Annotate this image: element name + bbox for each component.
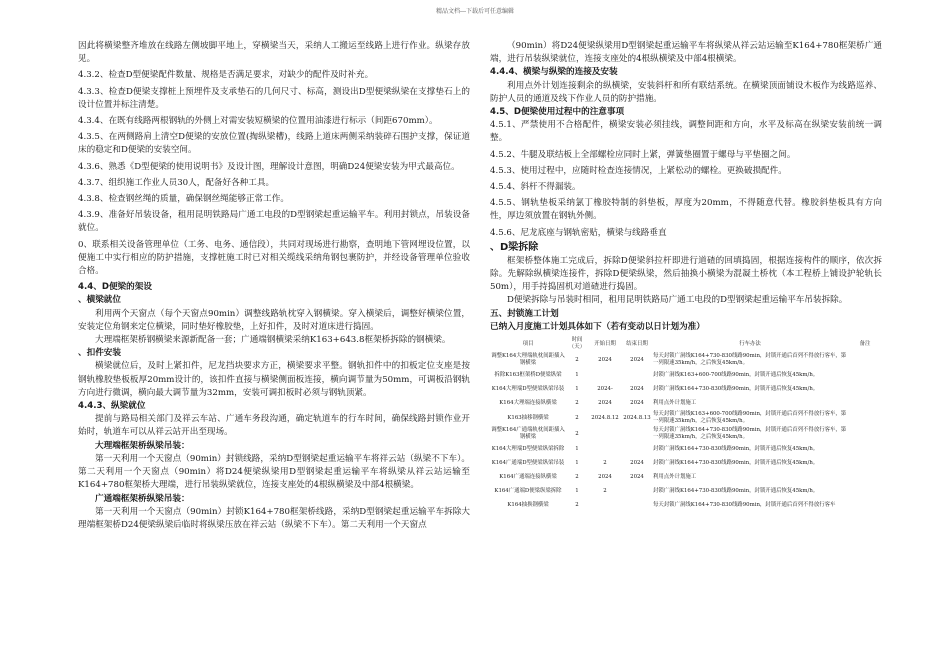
section-heading: 4.4.3、纵梁就位 <box>78 401 146 412</box>
paragraph: 4.5.3、使用过程中，应随时检查连接情况，上紧松动的螺栓。更换破损配件。 <box>490 165 787 176</box>
section-heading: 4.4、D便梁的架设 <box>78 282 152 293</box>
paragraph: 4.3.5、在两侧路肩上清空D便梁的安放位置(掏纵梁槽)，线路上道床两侧采纳装碎石围护支撑，保证道床的稳定和D便梁的安装空间。 <box>78 132 470 156</box>
paragraph: 4.5.5、钢轨垫板采纳氯丁橡胶特制的斜垫板，厚度为20mm，不得随意代替。橡胶斜垫板具有方向性，厚边须放置在钢轨外侧。 <box>490 198 882 222</box>
table-cell: 2024 <box>598 356 612 363</box>
table-cell: 2 <box>575 356 579 363</box>
table-cell <box>622 368 652 382</box>
table-row <box>490 410 882 426</box>
section-heading: 大理端框架桥纵梁吊装： <box>95 440 190 451</box>
section-heading: 4.4.4、横梁与纵梁的连接及安装 <box>490 67 618 78</box>
table-cell: 1 <box>575 487 579 494</box>
section-heading: 4.5、D便梁使用过程中的注意事项 <box>490 107 625 118</box>
table-cell: 2024 <box>630 473 644 480</box>
table-cell <box>848 442 882 456</box>
table-row <box>490 382 882 396</box>
table-row <box>490 396 882 410</box>
paragraph: 4.5.2、牛腿及联结板上全部螺栓应同时上紧，弹簧垫圈置于螺母与平垫圈之间。 <box>490 149 796 160</box>
paragraph: 4.3.4、在既有线路两根钢轨的外侧上对需安装短横梁的位置用油漆进行标示（间距670mm）。 <box>78 116 438 127</box>
table-row <box>490 368 882 382</box>
table-cell <box>848 368 882 382</box>
table-cell: 拆除K163框架桥D便梁纵梁 <box>494 371 562 378</box>
paragraph: 横梁就位后，及时上紧扣件，尼龙挡块要求方正，横梁要求平整。钢轨扣件中的扣板定位支座是按钢轨橡胶垫板板厚20mm设计的，该扣件直接与横梁侧面板连接，横向调节量为50mm，可调板沿钢轨方向进行微调，横向最大调节量为32mm，安装可调扣板时必须与钢轨顶紧。 <box>78 361 470 398</box>
paragraph: 4.3.3、检查D便梁支撑桩上预埋件及支承垫石的几何尺寸、标高，测设出D型便梁纵梁在支撑垫石上的设计位置并标注清楚。 <box>78 86 470 110</box>
table-cell <box>848 382 882 396</box>
table-cell <box>622 484 652 498</box>
table-cell <box>588 442 622 456</box>
column-header: 时间（天） <box>568 337 586 351</box>
left-column <box>78 40 470 532</box>
table-cell: 2 <box>603 487 607 494</box>
table-cell: K164大理端连接纵横梁 <box>499 399 557 406</box>
table-cell: 2 <box>575 399 579 406</box>
table-cell: K164抽换钢横梁 <box>507 501 549 508</box>
table-cell: 调整K164广通端轨枕间距插入钢横梁 <box>491 427 565 441</box>
table-cell: 1 <box>575 371 579 378</box>
table-cell: 封锁广洞线K163+600-700线路90min，封锁开通后恢复45km/h。 <box>653 371 819 378</box>
paragraph: （90min）将D24便梁纵梁用D型钢梁起重运输平车将纵梁从祥云站运输至K164+780框架桥广通端，进行吊装纵梁就位，连接支座处的4根纵横梁及中部4根横梁。 <box>490 41 882 65</box>
table-cell: 利用点外计划施工 <box>653 473 697 480</box>
table-cell: 1 <box>575 445 579 452</box>
paragraph: 4.5.1、严禁使用不合格配件，横梁安装必须挂线，调整间距和方向，水平及标高在纵梁安装前统一调整。 <box>490 120 882 144</box>
table-cell: 2 <box>575 430 579 437</box>
table-row <box>490 352 882 368</box>
section-heading: 、扣件安装 <box>78 348 121 359</box>
table-cell <box>848 396 882 410</box>
table-cell <box>848 470 882 484</box>
table-cell: K163抽移钢横梁 <box>507 414 549 421</box>
paragraph: D便梁拆除与吊装时相同，租用昆明铁路局广通工电段的D型钢梁起重运输平车吊装拆除。 <box>507 295 848 306</box>
section-heading: 五、封锁施工计划 <box>490 308 559 319</box>
table-cell: 2024 <box>630 459 644 466</box>
table-cell <box>622 442 652 456</box>
table-cell: 调整K164大理端轨枕间距插入钢横梁 <box>491 353 565 367</box>
paragraph: 4.3.7、组织施工作业人员30人，配备好各种工具。 <box>78 177 275 188</box>
table-cell: 封锁广洞线K164+730-830线路90min，封锁开通后恢复45km/h。 <box>653 459 819 466</box>
table-cell: K164大理端D型便梁纵梁拆除 <box>491 445 565 452</box>
paragraph: 0、联系相关设备管理单位（工务、电务、通信段），共同对现场进行勘察，查明地下管网埋设位置，以便施工中实行相应的防护措施，支撑桩施工时已对相关缆线采纳角钢包裹防护，并经设备管理单位验收合格。 <box>78 239 470 277</box>
table-row <box>490 484 882 498</box>
table-cell: 2024.8.12 <box>591 414 619 421</box>
table-row <box>490 498 882 512</box>
table-cell: 每天封锁广洞线K163+600-700线路90min，封锁开通后首列不得放行客车，第一列限速35km/h，之后恢复45km/h。 <box>653 411 847 425</box>
page-header: 精品文档---下载后可任意编辑 <box>435 8 515 15</box>
table-cell <box>848 484 882 498</box>
table-cell <box>588 368 622 382</box>
table-cell <box>848 498 882 512</box>
table-cell: 2024 <box>598 473 612 480</box>
paragraph: 4.5.4、斜杆不得漏装。 <box>490 182 581 193</box>
paragraph: 4.5.6、尼龙底座与钢轨密贴，横梁与线路垂直 <box>490 227 667 238</box>
table-row <box>490 456 882 470</box>
paragraph: 大理端框架桥钢横梁来源新配备一套；广通端钢横梁采纳K163+643.8框架桥拆除的钢横梁。 <box>95 335 451 346</box>
paragraph: 利用两个天窗点（每个天窗点90min）调整线路轨枕穿入钢横梁。穿入横梁后，调整好横梁位置，安装定位角钢来定位横梁，同时垫好橡胶垫，上好扣件，及时对道床进行捣固。 <box>78 308 470 332</box>
table-row <box>490 470 882 484</box>
paragraph: 第一天利用一个天窗点（90min）封锁K164+780框架桥线路，采纳D型钢梁起重运输平车拆除大理端框架桥D24便梁纵梁后临时将纵梁压放在祥云站（纵梁不下车）。第二天利用一个天窗点 <box>78 506 470 530</box>
table-cell: 2 <box>603 459 607 466</box>
table-cell <box>588 426 622 442</box>
paragraph: 因此将横梁整齐堆放在线路左侧坡脚平地上，穿横梁当天，采纳人工搬运至线路上进行作业。纵梁存放见。 <box>78 41 470 65</box>
table-cell: 利用点外计划施工 <box>653 399 697 406</box>
paragraph: 提前与路局相关部门及祥云车站、广通车务段沟通，确定轨道车的行车时间，确保线路封锁作业开始时，轨道车可以从祥云站开出至现场。 <box>78 414 470 438</box>
table-cell: 2 <box>575 473 579 480</box>
table-cell <box>848 352 882 368</box>
column-header: 备注 <box>859 340 871 347</box>
table-cell: 1 <box>575 385 579 392</box>
table-cell: 2024 <box>630 399 644 406</box>
table-cell: 2024.8.13 <box>623 414 651 421</box>
table-row <box>490 442 882 456</box>
table-header-row <box>490 336 882 352</box>
table-cell: K164大理端D型便梁纵梁吊装 <box>491 385 565 392</box>
paragraph: 4.3.2、检查D型便梁配件数量、规格是否满足要求，对缺少的配件及时补充。 <box>78 70 374 81</box>
table-cell: 2024 <box>630 385 644 392</box>
table-cell <box>848 426 882 442</box>
table-cell <box>848 410 882 426</box>
table-cell: 每天封锁广洞线K164+730-830线路90min，封锁开通后首列不得放行客车 <box>653 501 836 508</box>
table-cell <box>588 498 622 512</box>
table-row <box>490 426 882 442</box>
table-cell: 封锁广洞线K164+730-830线路90min，封锁开通后恢复45km/h。 <box>653 487 819 494</box>
table-cell: 2024 <box>598 399 612 406</box>
right-column <box>490 40 882 512</box>
section-heading: 已纳入月度施工计划具体如下（若有变动以日计划为准） <box>490 321 705 332</box>
column-header: 开始日期 <box>594 340 616 347</box>
paragraph: 4.3.6、熟悉《D型便梁的使用说明书》及设计图，理解设计意图，明确D24便梁安装为甲式最高位。 <box>78 161 460 172</box>
table-cell: K164广通端连接纵横梁 <box>499 473 557 480</box>
table-cell: 1 <box>575 459 579 466</box>
paragraph: 第一天利用一个天窗点（90min）封锁线路，采纳D型钢梁起重运输平车将祥云站（纵梁不下车）。第二天利用一个天窗点（90min）将D24便梁纵梁用D型钢梁起重运输平车将纵梁从祥云站运输至K164+780框架桥大理端，进行吊装纵梁就位，连接支座处的4根纵横梁及中部4根横梁。 <box>78 453 470 491</box>
table-cell: 2 <box>575 414 579 421</box>
paragraph: 利用点外计划连接剩余的纵横梁，安装斜杆和所有联结系统。在横梁顶面铺设木板作为线路巡养、防护人员的通道及线下作业人员的防护措施。 <box>490 80 882 104</box>
table-cell: K164广通端D型便梁纵梁吊装 <box>491 459 565 466</box>
table-cell: 每天封锁广洞线K164+730-830线路90min，封锁开通后首列不得放行客车，第一列限速35km/h，之后恢复45km/h。 <box>653 427 847 441</box>
column-header: 行车办法 <box>739 340 761 347</box>
column-header: 项目 <box>522 340 534 347</box>
table-cell <box>622 426 652 442</box>
table-cell: 2 <box>575 501 579 508</box>
paragraph: 4.3.8、检查钢丝绳的质量，确保钢丝绳能够正常工作。 <box>78 194 289 205</box>
right-text <box>490 40 882 334</box>
table-cell: K164广通端D便梁纵梁拆除 <box>494 487 562 494</box>
table-cell <box>848 456 882 470</box>
table-cell <box>622 498 652 512</box>
table-cell: 封锁广洞线K164+730-830线路90min，封锁开通后恢复45km/h。 <box>653 445 819 452</box>
table-cell: 2024- <box>597 385 613 392</box>
paragraph: 框架桥整体施工完成后，拆除D便梁斜拉杆即进行道碴的回填捣固，根据连接构件的顺序，依次拆除。先解除纵横梁连接件，拆除D便梁纵梁，然后抽换小横梁为混凝土桥枕（本工程桥上铺设护轮轨长50m），用手持捣固机对道碴进行捣固。 <box>490 255 882 293</box>
table-cell: 每天封锁广洞线K164+730-830线路90min，封锁开通后首列不得放行客车，第一列限速35km/h，之后恢复45km/h。 <box>653 353 847 367</box>
paragraph: 4.3.9、准备好吊装设备，租用昆明铁路局广通工电段的D型钢梁起重运输平车。利用封锁点，吊装设备就位。 <box>78 210 470 234</box>
section-heading: 、D梁拆除 <box>490 241 539 253</box>
table-cell: 2024 <box>630 356 644 363</box>
construction-plan-table <box>490 336 882 512</box>
table-body <box>490 352 882 512</box>
section-heading: 、横梁就位 <box>78 295 121 306</box>
column-header: 结束日期 <box>626 340 648 347</box>
section-heading: 广通端框架桥纵梁吊装： <box>95 493 190 504</box>
table-cell: 封锁广洞线K164+730-830线路90min，封锁开通后恢复45km/h。 <box>653 385 819 392</box>
